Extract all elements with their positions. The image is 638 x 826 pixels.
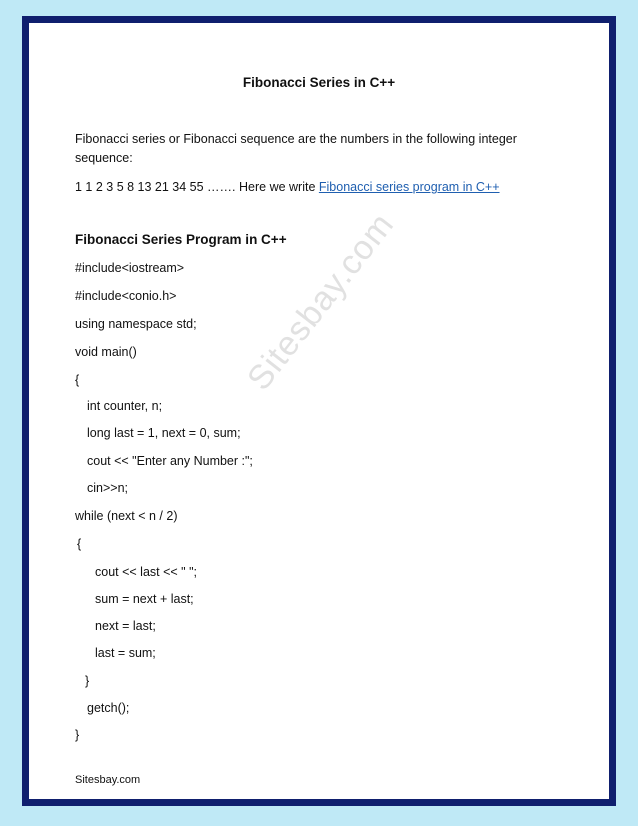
code-line: #include<iostream> — [75, 261, 185, 275]
document-title: Fibonacci Series in C++ — [242, 75, 396, 90]
code-line: { — [77, 537, 82, 551]
page-footer: Sitesbay.com — [75, 774, 141, 786]
code-line: { — [75, 373, 80, 387]
code-line: using namespace std; — [75, 317, 197, 331]
code-line: getch(); — [87, 701, 130, 715]
code-line: while (next < n / 2) — [75, 509, 178, 523]
section-heading: Fibonacci Series Program in C++ — [75, 232, 287, 247]
code-line: cin>>n; — [87, 481, 129, 495]
watermark: Sitesbay.com — [240, 205, 402, 398]
code-line: cout << last << " "; — [95, 565, 197, 579]
fibonacci-program-link[interactable]: Fibonacci series program in C++ — [318, 180, 500, 194]
code-line: cout << "Enter any Number :"; — [87, 454, 253, 468]
code-line: void main() — [75, 345, 137, 359]
code-line: long last = 1, next = 0, sum; — [87, 426, 241, 440]
intro-paragraph: Fibonacci series or Fibonacci sequence are the numbers in the following integer sequence: — [75, 132, 517, 165]
sequence-line — [75, 180, 500, 194]
code-line: #include<conio.h> — [75, 289, 177, 303]
code-line: } — [75, 728, 80, 742]
code-line: int counter, n; — [87, 399, 163, 413]
code-line: last = sum; — [95, 646, 156, 660]
code-line: sum = next + last; — [95, 592, 194, 606]
code-line: next = last; — [95, 619, 156, 633]
document-page — [30, 24, 608, 798]
code-line: } — [85, 674, 90, 688]
sequence-text: 1 1 2 3 5 8 13 21 34 55 ……. Here we write — [75, 180, 319, 194]
